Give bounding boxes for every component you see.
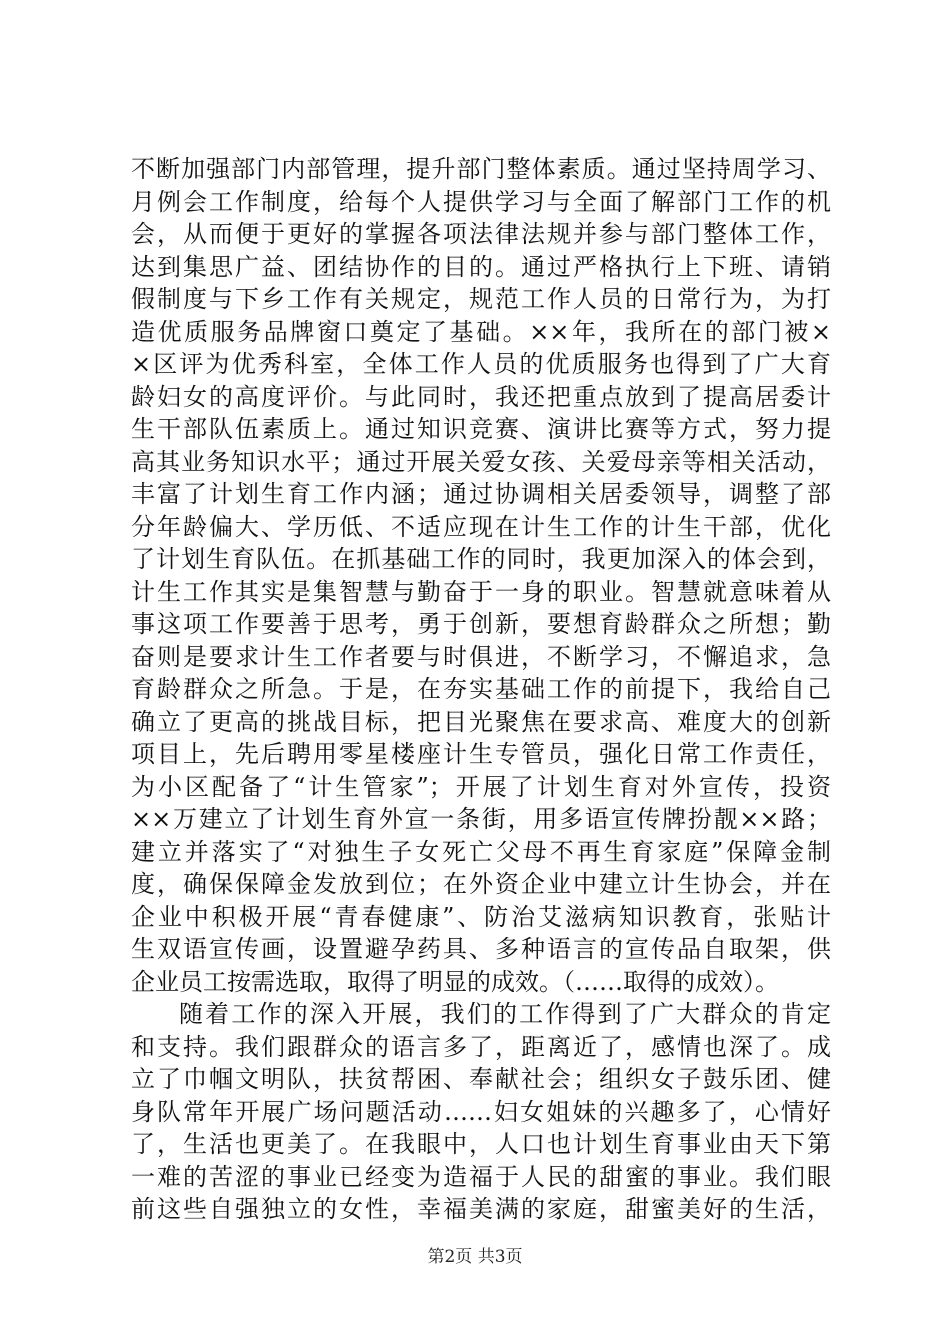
text-line: 月例会工作制度，给每个人提供学习与全面了解部门工作的机	[131, 187, 831, 216]
text-line: 达到集思广益、团结协作的目的。通过严格执行上下班、请销	[131, 252, 831, 281]
text-line: 随着工作的深入开展，我们的工作得到了广大群众的肯定	[179, 1000, 831, 1028]
text-line: ××万建立了计划生育外宣一条街，用多语宣传牌扮靓××路；	[131, 805, 831, 833]
body-text	[131, 153, 831, 1226]
text-line: 为小区配备了“计生管家”；开展了计划生育对外宣传，投资	[131, 772, 831, 801]
text-line: 奋则是要求计生工作者要与时俱进，不断学习，不懈追求，急	[131, 642, 831, 671]
text-line: 建立并落实了“对独生子女死亡父母不再生育家庭”保障金制	[131, 837, 831, 866]
text-line: 计生工作其实是集智慧与勤奋于一身的职业。智慧就意味着从	[131, 577, 831, 606]
text-line: 项目上，先后聘用零星楼座计生专管员，强化日常工作责任，	[131, 740, 831, 768]
text-line: 立了巾帼文明队，扶贫帮困、奉献社会；组织女子鼓乐团、健	[131, 1065, 831, 1093]
text-line: 会，从而便于更好的掌握各项法律法规并参与部门整体工作，	[131, 220, 831, 248]
page-footer	[0, 1242, 950, 1267]
text-line: 一难的苦涩的事业已经变为造福于人民的甜蜜的事业。我们眼	[131, 1162, 831, 1191]
text-line: 度，确保保障金发放到位；在外资企业中建立计生协会，并在	[131, 870, 831, 898]
text-line: 了，生活也更美了。在我眼中，人口也计划生育事业由天下第	[131, 1130, 831, 1158]
text-line: 造优质服务品牌窗口奠定了基础。××年，我所在的部门被×	[131, 317, 831, 346]
text-line: 分年龄偏大、学历低、不适应现在计生工作的计生干部，优化	[131, 512, 831, 541]
text-line: 假制度与下乡工作有关规定，规范工作人员的日常行为，为打	[131, 285, 831, 313]
text-line: 确立了更高的挑战目标，把目光聚焦在要求高、难度大的创新	[131, 707, 831, 736]
page-number-label: 第2页 共3页	[427, 1247, 523, 1267]
text-line: 生干部队伍素质上。通过知识竞赛、演讲比赛等方式，努力提	[131, 415, 831, 443]
text-line: 生双语宣传画，设置避孕药具、多种语言的宣传品自取架，供	[131, 935, 831, 963]
text-line: ×区评为优秀科室，全体工作人员的优质服务也得到了广大育	[131, 350, 831, 378]
text-line: 了计划生育队伍。在抓基础工作的同时，我更加深入的体会到，	[131, 545, 831, 573]
text-line: 事这项工作要善于思考，勇于创新，要想育龄群众之所想；勤	[131, 610, 831, 638]
text-line: 企业中积极开展“青春健康”、防治艾滋病知识教育，张贴计	[131, 902, 831, 931]
text-line: 和支持。我们跟群众的语言多了，距离近了，感情也深了。成	[131, 1032, 831, 1061]
text-line: 不断加强部门内部管理，提升部门整体素质。通过坚持周学习、	[131, 155, 831, 183]
paragraph-2	[131, 998, 831, 1226]
text-line: 龄妇女的高度评价。与此同时，我还把重点放到了提高居委计	[131, 382, 831, 411]
text-line: 育龄群众之所急。于是，在夯实基础工作的前提下，我给自己	[131, 675, 831, 703]
text-line: 身队常年开展广场问题活动……妇女姐妹的兴趣多了，心情好	[131, 1097, 831, 1126]
text-line: 丰富了计划生育工作内涵；通过协调相关居委领导，调整了部	[131, 480, 831, 508]
text-line: 高其业务知识水平；通过开展关爱女孩、关爱母亲等相关活动，	[131, 447, 831, 476]
paragraph-1	[131, 153, 831, 998]
text-line: 企业员工按需选取，取得了明显的成效。（……取得的成效）。	[131, 967, 779, 996]
text-line: 前这些自强独立的女性，幸福美满的家庭，甜蜜美好的生活，	[131, 1195, 831, 1223]
